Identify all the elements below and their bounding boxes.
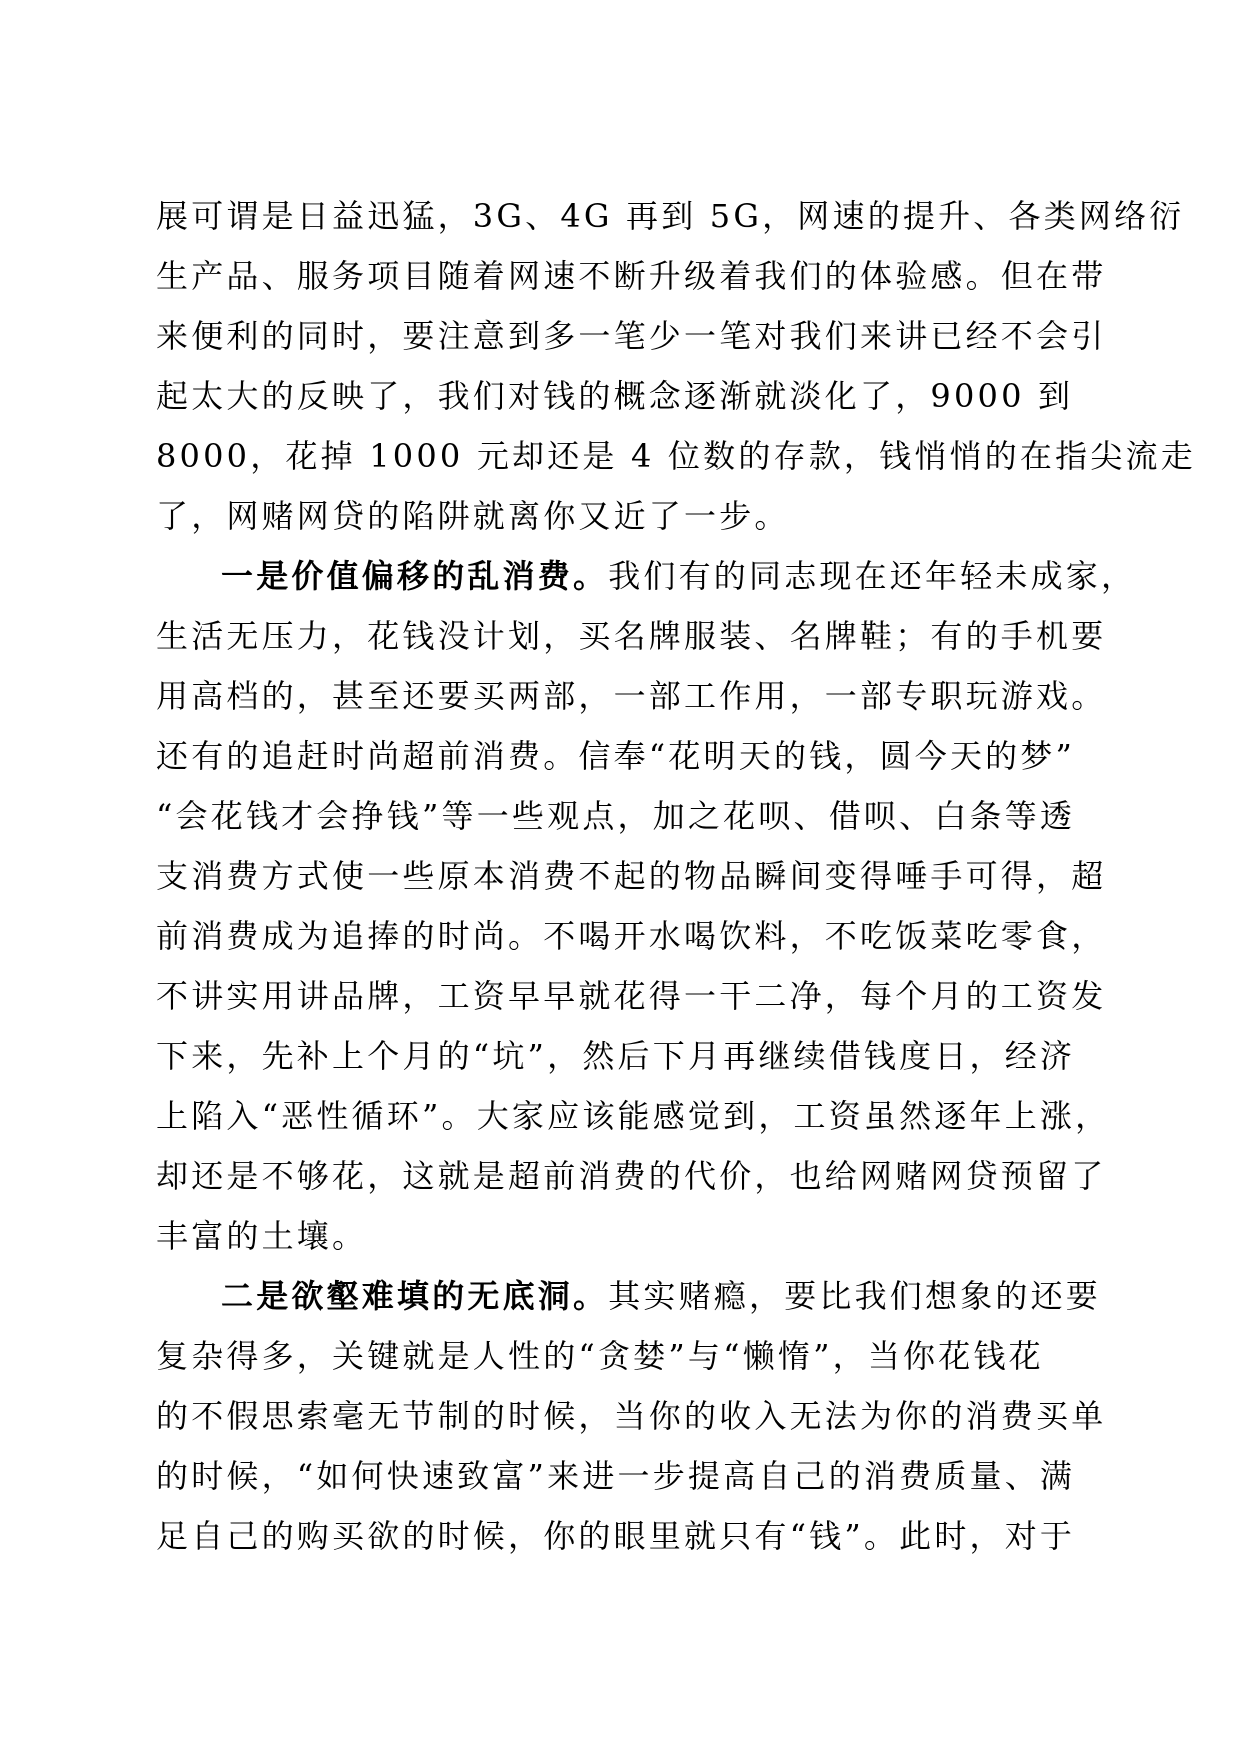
paragraph-first-line — [221, 556, 1137, 596]
text-line: 起太大的反映了，我们对钱的概念逐渐就淡化了，9000 到 — [156, 377, 1074, 415]
text-line: 下来，先补上个月的“坑”，然后下月再继续借钱度日，经济 — [156, 1037, 1076, 1075]
text-line: 了，网赌网贷的陷阱就离你又近了一步。 — [156, 497, 790, 535]
text-line: 用高档的，甚至还要买两部，一部工作用，一部专职玩游戏。 — [156, 677, 1107, 715]
text-line: 8000，花掉 1000 元却还是 4 位数的存款，钱悄悄的在指尖流走 — [156, 437, 1196, 475]
text-line: 的不假思索毫无节制的时候，当你的收入无法为你的消费买单 — [156, 1397, 1107, 1435]
text-line: 复杂得多，关键就是人性的“贪婪”与“懒惰”，当你花钱花 — [156, 1337, 1044, 1375]
text-line: “会花钱才会挣钱”等一些观点，加之花呗、借呗、白条等透 — [156, 797, 1076, 835]
text-span: 其实赌瘾，要比我们想象的还要 — [608, 1277, 1102, 1315]
text-line: 展可谓是日益迅猛，3G、4G 再到 5G，网速的提升、各类网络衍 — [156, 197, 1185, 235]
text-line: 足自己的购买欲的时候，你的眼里就只有“钱”。此时，对于 — [156, 1517, 1076, 1555]
text-line: 上陷入“恶性循环”。大家应该能感觉到，工资虽然逐年上涨， — [156, 1097, 1111, 1135]
text-line: 生产品、服务项目随着网速不断升级着我们的体验感。但在带 — [156, 257, 1107, 295]
text-line: 生活无压力，花钱没计划，买名牌服装、名牌鞋；有的手机要 — [156, 617, 1107, 655]
text-line: 丰富的土壤。 — [156, 1217, 368, 1255]
section-heading: 一是价值偏移的乱消费。 — [221, 557, 609, 595]
text-line: 前消费成为追捧的时尚。不喝开水喝饮料，不吃饭菜吃零食， — [156, 917, 1107, 955]
text-line: 支消费方式使一些原本消费不起的物品瞬间变得唾手可得，超 — [156, 857, 1107, 895]
text-line: 却还是不够花，这就是超前消费的代价，也给网赌网贷预留了 — [156, 1157, 1107, 1195]
paragraph-first-line — [221, 1276, 1102, 1316]
text-line: 不讲实用讲品牌，工资早早就花得一干二净，每个月的工资发 — [156, 977, 1107, 1015]
text-line: 的时候，“如何快速致富”来进一步提高自己的消费质量、满 — [156, 1457, 1076, 1495]
text-span: 我们有的同志现在还年轻未成家， — [608, 557, 1137, 595]
text-line: 还有的追赶时尚超前消费。信奉“花明天的钱，圆今天的梦” — [156, 737, 1076, 775]
text-line: 来便利的同时，要注意到多一笔少一笔对我们来讲已经不会引 — [156, 317, 1107, 355]
section-heading: 二是欲壑难填的无底洞。 — [221, 1277, 609, 1315]
